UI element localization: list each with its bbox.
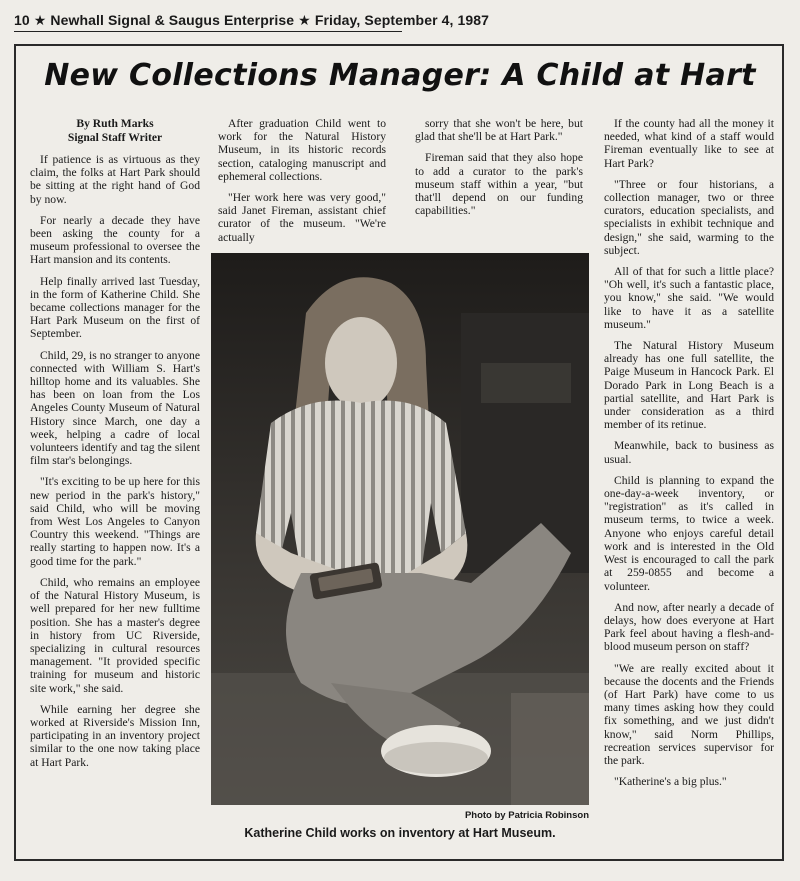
paragraph: "Three or four historians, a collection manager, two or three curators, education specialists, and specialists in exhibit technique and design," she said, warming to the subject. <box>604 177 774 257</box>
headline: New Collections Manager: A Child at Hart <box>44 58 756 93</box>
masthead: 10 ★ Newhall Signal & Saugus Enterprise ★ Friday, September 4, 1987 <box>14 12 490 28</box>
paragraph: For nearly a decade they have been asking the county for a museum professional to oversee the Hart mansion and its contents. <box>30 213 200 267</box>
paragraph: Child is planning to expand the one-day-a-week inventory, or "registration" as it's called in museum terms, to twice a week. Anyone who enjoys careful detail work and is interested in the Old West is encouraged to call the park at 259-0855 and become a volunteer. <box>604 473 774 593</box>
byline <box>30 117 200 144</box>
paragraph: Meanwhile, back to business as usual. <box>604 439 774 466</box>
photo-credit: Photo by Patricia Robinson <box>464 810 589 821</box>
paragraph: "It's exciting to be up here for this new period in the park's history," said Child, who will be moving from West Los Angeles to Canyon Country this weekend. "Things are really starting to happen now. It's a good time for the park." <box>30 475 200 568</box>
paragraph: Help finally arrived last Tuesday, in the form of Katherine Child. She became collections manager for the Hart Park Museum on the first of September. <box>30 274 200 341</box>
paragraph: Child, 29, is no stranger to anyone connected with William S. Hart's hilltop home and its valuables. She has been on loan from the Los Angeles County Museum of Natural History since March, one day a week, helping a cadre of local volunteers identify and tag the silent film star's belongings. <box>30 348 200 468</box>
column-3 <box>415 117 583 225</box>
paragraph: And now, after nearly a decade of delays, how does everyone at Hart Park feel about having a flesh-and-blood museum person on staff? <box>604 600 774 654</box>
column-4 <box>604 117 774 796</box>
byline-author: By Ruth Marks <box>76 117 154 130</box>
photo-caption: Katherine Child works on inventory at Hart Museum. <box>244 826 556 840</box>
paragraph: The Natural History Museum already has one full satellite, the Paige Museum in Hancock Park. El Dorado Park in Long Beach is a partial satellite, and Hart Park is under consideration as a third member of its retinue. <box>604 339 774 432</box>
masthead-rule <box>14 31 402 32</box>
article-photo <box>211 253 589 805</box>
paragraph: sorry that she won't be here, but glad that she'll be at Hart Park." <box>415 117 583 144</box>
paragraph: If the county had all the money it needed, what kind of a staff would Fireman eventually like to see at Hart Park? <box>604 117 774 170</box>
paragraph: If patience is as virtuous as they claim, the folks at Hart Park should be sitting at the right hand of God by now. <box>30 153 200 206</box>
paragraph: Child, who remains an employee of the Natural History Museum, is well prepared for her new fulltime position. She has a master's degree in history from UC Riverside, specializing in cultural resources management. "It provided specific training for museum and historic site work," she said. <box>30 575 200 695</box>
paragraph: While earning her degree she worked at Riverside's Mission Inn, participating in an inventory project similar to the one now taking place at Hart Park. <box>30 702 200 769</box>
byline-role: Signal Staff Writer <box>67 130 163 144</box>
paragraph: "Her work here was very good," said Janet Fireman, assistant chief curator of the museum. "We're actually <box>218 191 386 244</box>
photo-illustration <box>211 253 589 805</box>
paragraph: Fireman said that they also hope to add a curator to the park's museum staff within a year, "but that'll depend on our funding capabilities." <box>415 151 583 218</box>
paragraph: "Katherine's a big plus." <box>614 775 727 789</box>
paragraph: After graduation Child went to work for the Natural History Museum, in its historic records section, cataloging manuscript and ephemeral collections. <box>218 117 386 183</box>
column-2 <box>218 117 386 252</box>
paragraph: "We are really excited about it because the docents and the Friends (of Hart Park) have come to us many times asking how they could fix something, and we just didn't know," said Norm Phillips, recreation services supervisor for the park. <box>604 661 774 767</box>
paragraph: All of that for such a little place? "Oh well, it's such a fantastic place, you know," she said. "We would like to have it as a satellite museum." <box>604 265 774 331</box>
column-1 <box>30 117 200 777</box>
